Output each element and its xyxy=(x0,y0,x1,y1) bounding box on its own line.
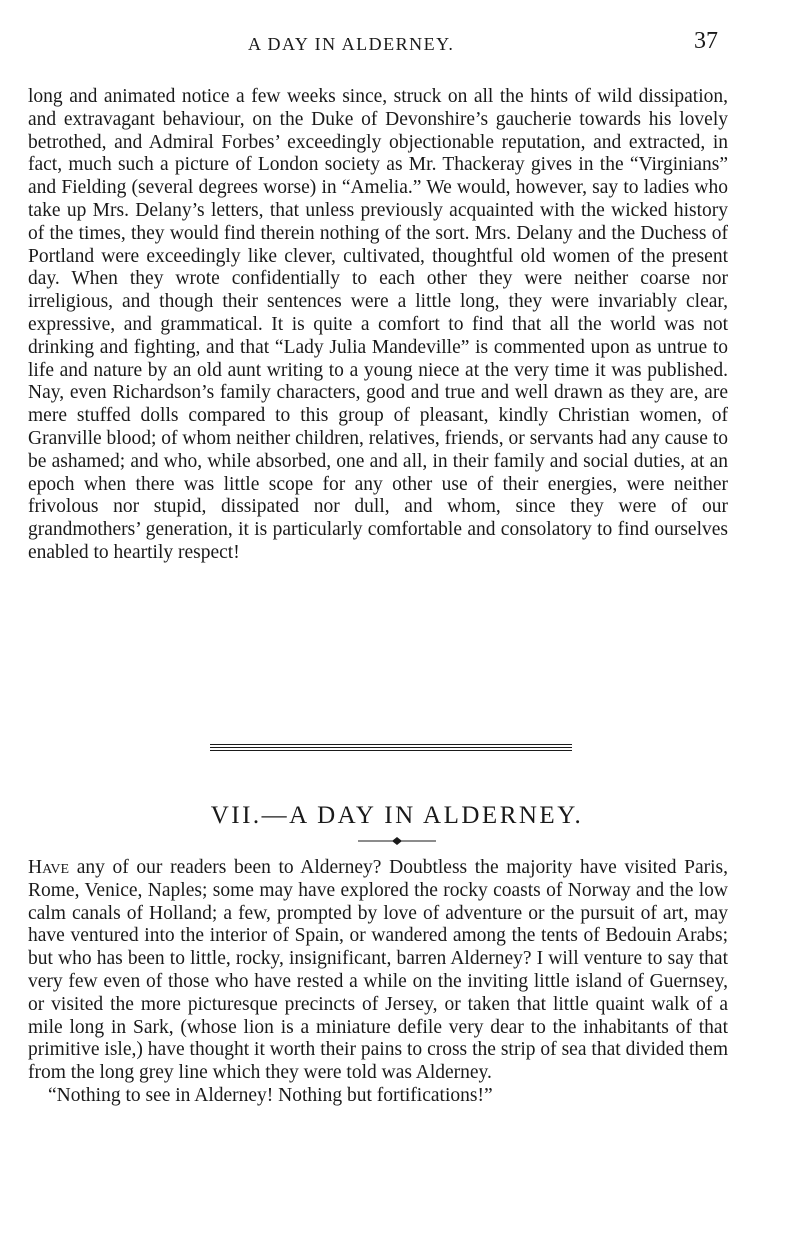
ornament-rule-diamond xyxy=(358,836,436,846)
opening-paragraph-text: any of our readers been to Alderney? Doubtless the majority have visited Paris, Rome, Venice, Naples; some may have explored the rocky coasts of Norway and the low calm canals of Holland; a few, prompted by love of adventure or the pursuit of art, may have ventured into the interior of Spain, or wandered among the tents of Bedouin Arabs; but who has been to little, rocky, insignificant, barren Alderney? I will venture to say that very few even of those who have rested a while on the inviting little island of Guernsey, or visited the more picturesque precincts of Jersey, or taken that little quaint walk of a mile long in Sark, (whose lion is a miniature defile very dear to the inhabitants of that primitive isle,) have thought it worth their pains to cross the strip of sea that divided them from the long grey line which they were told was Alderney. xyxy=(28,857,728,1084)
paragraph: long and animated notice a few weeks since, struck on all the hints of wild dissipation, and extravagant behaviour, on the Duke of Devonshire’s gaucherie towards his lovely betrothed, and Admiral Forbes’ exceedingly objectionable reputation, and extracted, in fact, much such a picture of London society as Mr. Thackeray gives in the “Virginians” and Fielding (several degrees worse) in “Amelia.” We would, however, say to ladies who take up Mrs. Delany’s letters, that unless previously acquainted with the wicked history of the times, they would find therein nothing of the sort. Mrs. Delany and the Duchess of Portland were exceedingly like clever, cultivated, thoughtful old women of the present day. When they wrote confidentially to each other they were neither coarse nor irreligious, and though their sentences were a little long, they were invariably clear, expressive, and grammatical. It is quite a comfort to find that all the world was not drinking and fighting, and that “Lady Julia Mandeville” is commented upon as untrue to life and nature by an old aunt writing to a young niece at the very time it was published. Nay, even Richardson’s family characters, good and true and well drawn as they are, are mere stuffed dolls compared to this group of pleasant, kindly Christian women, of Granville blood; of whom neither children, relatives, friends, or servants had any cause to be ashamed; and who, while absorbed, one and all, in their family and social duties, at an epoch when there was little scope for any other use of their energies, were neither frivolous nor stupid, dissipated nor dull, and whom, since they were of our grandmothers’ generation, it is particularly comfortable and consolatory to find ourselves enabled to heartily respect! xyxy=(28,86,728,563)
running-title: A DAY IN ALDERNEY. xyxy=(248,34,455,54)
title-ornament xyxy=(358,836,436,846)
divider-rule xyxy=(210,750,572,751)
article-text xyxy=(28,857,728,1108)
opening-paragraph xyxy=(28,857,728,1085)
divider-rule xyxy=(210,744,572,745)
divider-rule xyxy=(210,747,572,748)
page-number: 37 xyxy=(694,28,718,54)
section-title: VII.—A DAY IN ALDERNEY. xyxy=(210,802,584,829)
opening-word: Have xyxy=(28,857,70,878)
quote-paragraph: “Nothing to see in Alderney! Nothing but fortifications!” xyxy=(48,1084,493,1106)
running-head xyxy=(0,28,794,64)
previous-article-text xyxy=(28,86,728,565)
section-divider xyxy=(210,744,572,753)
